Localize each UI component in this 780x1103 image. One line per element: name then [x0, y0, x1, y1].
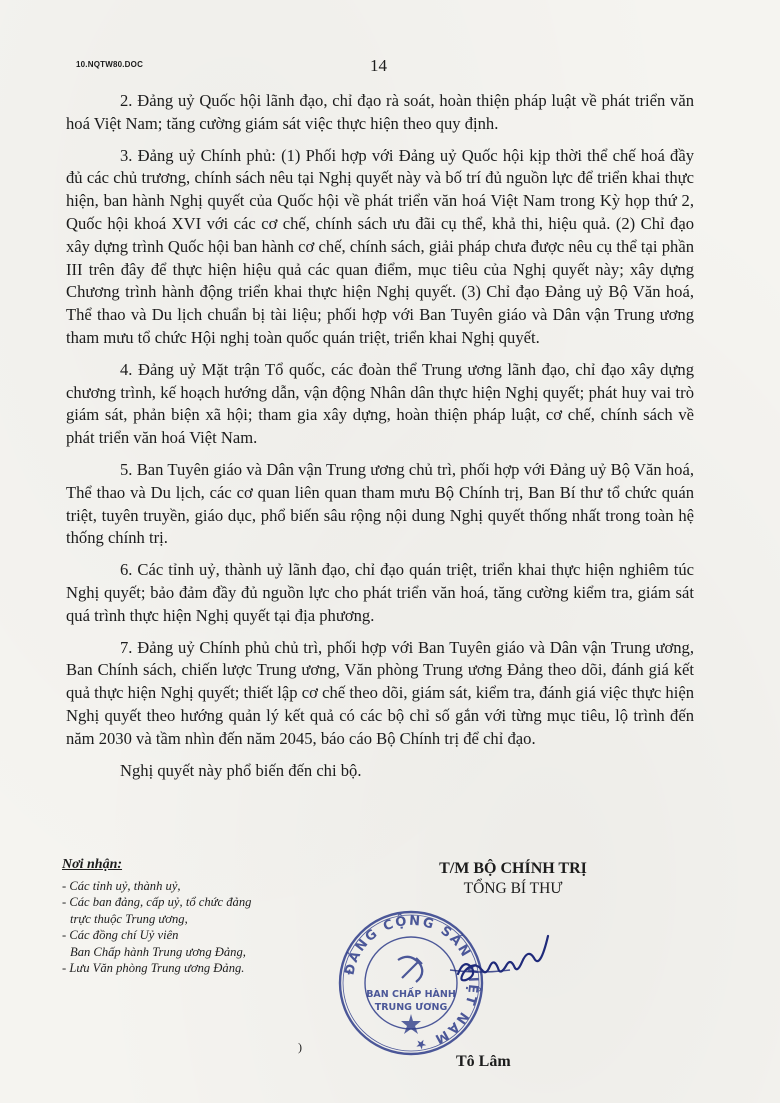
- recipient-item: - Lưu Văn phòng Trung ương Đảng.: [62, 961, 245, 975]
- recipients-heading: Nơi nhận:: [62, 857, 123, 872]
- svg-text:TRUNG ƯƠNG: TRUNG ƯƠNG: [374, 1002, 448, 1013]
- svg-text:ĐẢNG CỘNG SẢN VIỆT NAM ★: ĐẢNG CỘNG SẢN VIỆT NAM ★: [342, 913, 481, 1053]
- paragraph-6: 6. Các tỉnh uỷ, thành uỷ lãnh đạo, chỉ đạo quán triệt, triển khai thực hiện nghiêm túc Nghị quyết; bảo đảm đầy đủ nguồn lực cho phát triển văn hoá, tăng cường kiểm tra, giám sát quá trình thực hiện Nghị quyết tại địa phương.: [66, 560, 694, 625]
- recipient-item: - Các đồng chí Uỷ viên: [62, 928, 179, 942]
- signature-title-line2: TỔNG BÍ THƯ: [463, 880, 563, 897]
- closing-paragraph: Nghị quyết này phổ biến đến chi bộ.: [120, 760, 362, 780]
- recipient-item: - Các ban đảng, cấp uỷ, tổ chức đảng: [62, 895, 252, 909]
- paragraph-7: 7. Đảng uỷ Chính phủ chủ trì, phối hợp với Ban Tuyên giáo và Dân vận Trung ương, Ban Chính sách, chiến lược Trung ương, Văn phòng Trung ương Đảng theo dõi, đánh giá kết quả thực hiện Nghị quyết; thiết lập cơ chế theo dõi, giám sát, kiểm tra, đánh giá việc thực hiện Nghị quyết theo hướng quản lý kết quả có các bộ chỉ số gắn với từng mục tiêu, lộ trình đến năm 2030 và tầm nhìn đến năm 2045, báo cáo Bộ Chính trị để chỉ đạo.: [66, 637, 694, 748]
- hammer-sickle-icon: [398, 957, 422, 982]
- margin-mark: ): [298, 1040, 302, 1054]
- document-body: [66, 90, 694, 791]
- svg-text:BAN CHẤP HÀNH: BAN CHẤP HÀNH: [366, 989, 456, 1000]
- paragraph-4: 4. Đảng uỷ Mặt trận Tổ quốc, các đoàn thể Trung ương lãnh đạo, chỉ đạo xây dựng chương trình, kế hoạch hướng dẫn, vận động Nhân dân thực hiện Nghị quyết; phát huy vai trò giám sát, phản biện xã hội; tham gia xây dựng, hoàn thiện pháp luật, cơ chế, chính sách về phát triển văn hoá Việt Nam.: [66, 359, 694, 448]
- page-number: 14: [370, 56, 387, 75]
- paragraph-3: 3. Đảng uỷ Chính phủ: (1) Phối hợp với Đảng uỷ Quốc hội kịp thời thể chế hoá đầy đủ các chủ trương, chính sách nêu tại Nghị quyết này và bố trí đủ nguồn lực để triển khai thực hiện, ban hành Nghị quyết của Quốc hội về phát triển văn hoá Việt Nam trong Kỳ họp thứ 2, Quốc hội khoá XVI với các cơ chế, chính sách ưu đãi cụ thể, khả thi, hiệu quả. (2) Chỉ đạo xây dựng trình Quốc hội ban hành cơ chế, chính sách, giải pháp chưa được nêu cụ thể tại phần III trên đây để thực hiện hiệu quả các quan điểm, mục tiêu của Nghị quyết này; xây dựng Chương trình hành động triển khai thực hiện Nghị quyết. (3) Chỉ đạo Đảng uỷ Bộ Văn hoá, Thể thao và Du lịch chuẩn bị tài liệu; phối hợp với Ban Tuyên giáo và Dân vận Trung ương tham mưu tổ chức Hội nghị toàn quốc quán triệt, triển khai Nghị quyết.: [66, 145, 694, 347]
- recipient-item: - Các tỉnh uỷ, thành uỷ,: [62, 878, 181, 893]
- recipient-item: trực thuộc Trung ương,: [70, 911, 188, 926]
- paragraph-5: 5. Ban Tuyên giáo và Dân vận Trung ương chủ trì, phối hợp với Đảng uỷ Bộ Văn hoá, Thể thao và Du lịch, các cơ quan liên quan tham mưu Bộ Chính trị, Ban Bí thư tổ chức quán triệt, tuyên truyền, giáo dục, phổ biến sâu rộng nội dung Nghị quyết thống nhất trong toàn hệ thống chính trị.: [66, 459, 694, 548]
- signer-name: Tô Lâm: [456, 1053, 511, 1070]
- signature-block: [398, 860, 628, 898]
- recipient-item: Ban Chấp hành Trung ương Đảng,: [70, 944, 246, 959]
- paragraph-2: 2. Đảng uỷ Quốc hội lãnh đạo, chỉ đạo rà soát, hoàn thiện pháp luật về phát triển văn hoá Việt Nam; tăng cường giám sát việc thực hiện theo quy định.: [66, 91, 694, 133]
- recipients-list: [62, 857, 322, 977]
- signature-title-line1: T/M BỘ CHÍNH TRỊ: [439, 860, 587, 877]
- handwritten-signature: [430, 930, 590, 1010]
- document-reference: 10.NQTW80.DOC: [76, 60, 144, 69]
